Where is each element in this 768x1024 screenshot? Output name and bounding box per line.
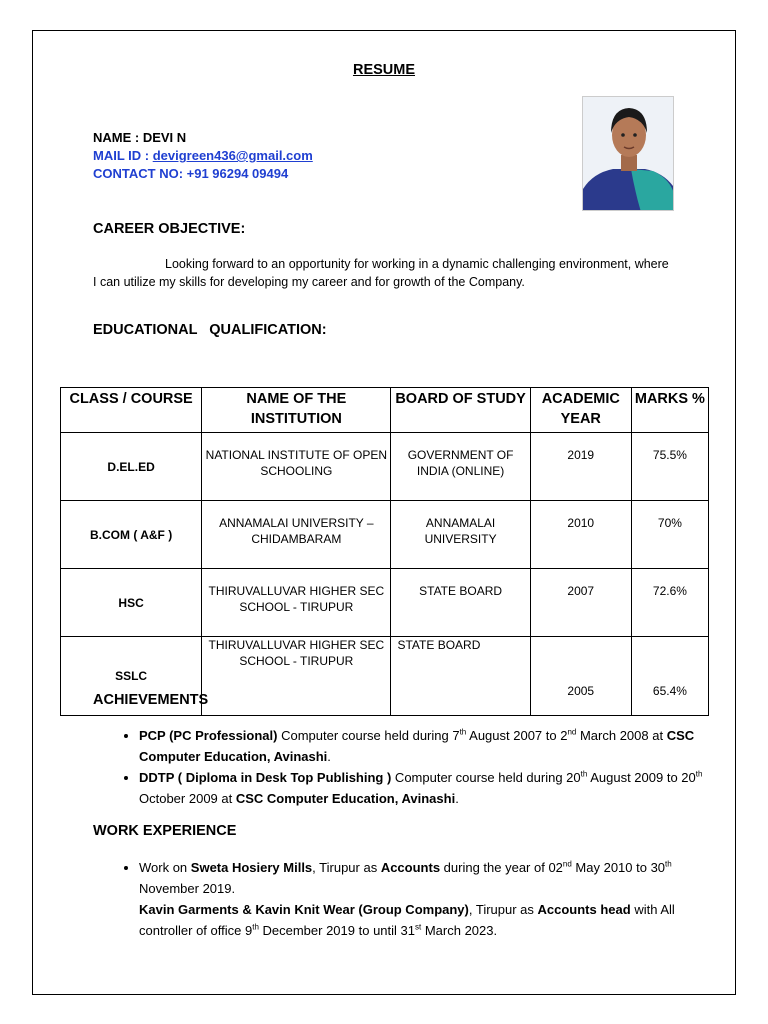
cell-marks: 70%	[631, 501, 708, 569]
cell-board: STATE BOARD	[391, 569, 530, 637]
cell-marks: 75.5%	[631, 433, 708, 501]
cell-course: HSC	[61, 569, 202, 637]
achievements-list	[109, 725, 709, 809]
cell-year: 2010	[530, 501, 631, 569]
education-table	[60, 387, 709, 716]
cell-board: STATE BOARD	[391, 637, 530, 716]
list-item: • DDTP ( Diploma in Desk Top Publishing ) Computer course held during 20th August 2009 to 20th October 2009 at CSC Computer Education, Avinashi.	[139, 767, 709, 809]
cell-board: ANNAMALAI UNIVERSITY	[391, 501, 530, 569]
contact-line: CONTACT NO: +91 96294 09494	[93, 166, 289, 181]
career-objective-heading: CAREER OBJECTIVE:	[93, 221, 246, 237]
cell-board: GOVERNMENT OF INDIA (ONLINE)	[391, 433, 530, 501]
cell-year: 2007	[530, 569, 631, 637]
mail-line	[93, 148, 313, 163]
header-year: ACADEMIC YEAR	[530, 388, 631, 433]
email-link[interactable]: devigreen436@gmail.com	[152, 148, 313, 163]
cell-institution: THIRUVALLUVAR HIGHER SEC SCHOOL - TIRUPUR	[202, 569, 391, 637]
cell-year: 2019	[530, 433, 631, 501]
table-header-row	[61, 388, 709, 433]
cell-course: B.COM ( A&F )	[61, 501, 202, 569]
list-item: • PCP (PC Professional) Computer course held during 7th August 2007 to 2nd March 2008 at CSC Computer Education, Avinashi.	[139, 725, 709, 767]
list-item: • Work on Sweta Hosiery Mills, Tirupur as Accounts during the year of 02nd May 2010 to 30th November 2019. Kavin Garments & Kavin Knit Wear (Group Company), Tirupur as Accounts head with All controller of office 9th December 2019 to until 31st March 2023.	[139, 857, 709, 941]
cell-marks: 72.6%	[631, 569, 708, 637]
resume-title: RESUME	[352, 62, 416, 78]
cell-institution: THIRUVALLUVAR HIGHER SEC SCHOOL - TIRUPUR	[202, 637, 391, 716]
education-heading: EDUCATIONAL QUALIFICATION:	[93, 322, 327, 338]
header-class: CLASS / COURSE	[61, 388, 202, 433]
header-institution: NAME OF THE INSTITUTION	[202, 388, 391, 433]
header-board: BOARD OF STUDY	[391, 388, 530, 433]
table-row	[61, 433, 709, 501]
header-marks: MARKS %	[631, 388, 708, 433]
profile-photo	[582, 96, 674, 211]
cell-course: SSLC	[61, 637, 202, 716]
cell-year: 2005	[530, 637, 631, 716]
cell-institution: ANNAMALAI UNIVERSITY – CHIDAMBARAM	[202, 501, 391, 569]
table-row	[61, 501, 709, 569]
career-objective-text: Looking forward to an opportunity for working in a dynamic challenging environment, where I can utilize my skills for developing my career and for growth of the Company.	[93, 257, 669, 289]
cell-institution: NATIONAL INSTITUTE OF OPEN SCHOOLING	[202, 433, 391, 501]
table-row	[61, 569, 709, 637]
work-experience-heading: WORK EXPERIENCE	[93, 823, 237, 839]
work-experience-list	[109, 857, 709, 941]
cell-course: D.EL.ED	[61, 433, 202, 501]
achievements-heading: ACHIEVEMENTS	[93, 692, 209, 708]
mail-label: MAIL ID :	[93, 148, 153, 163]
name-line: NAME : DEVI N	[93, 130, 187, 145]
cell-marks: 65.4%	[631, 637, 708, 716]
